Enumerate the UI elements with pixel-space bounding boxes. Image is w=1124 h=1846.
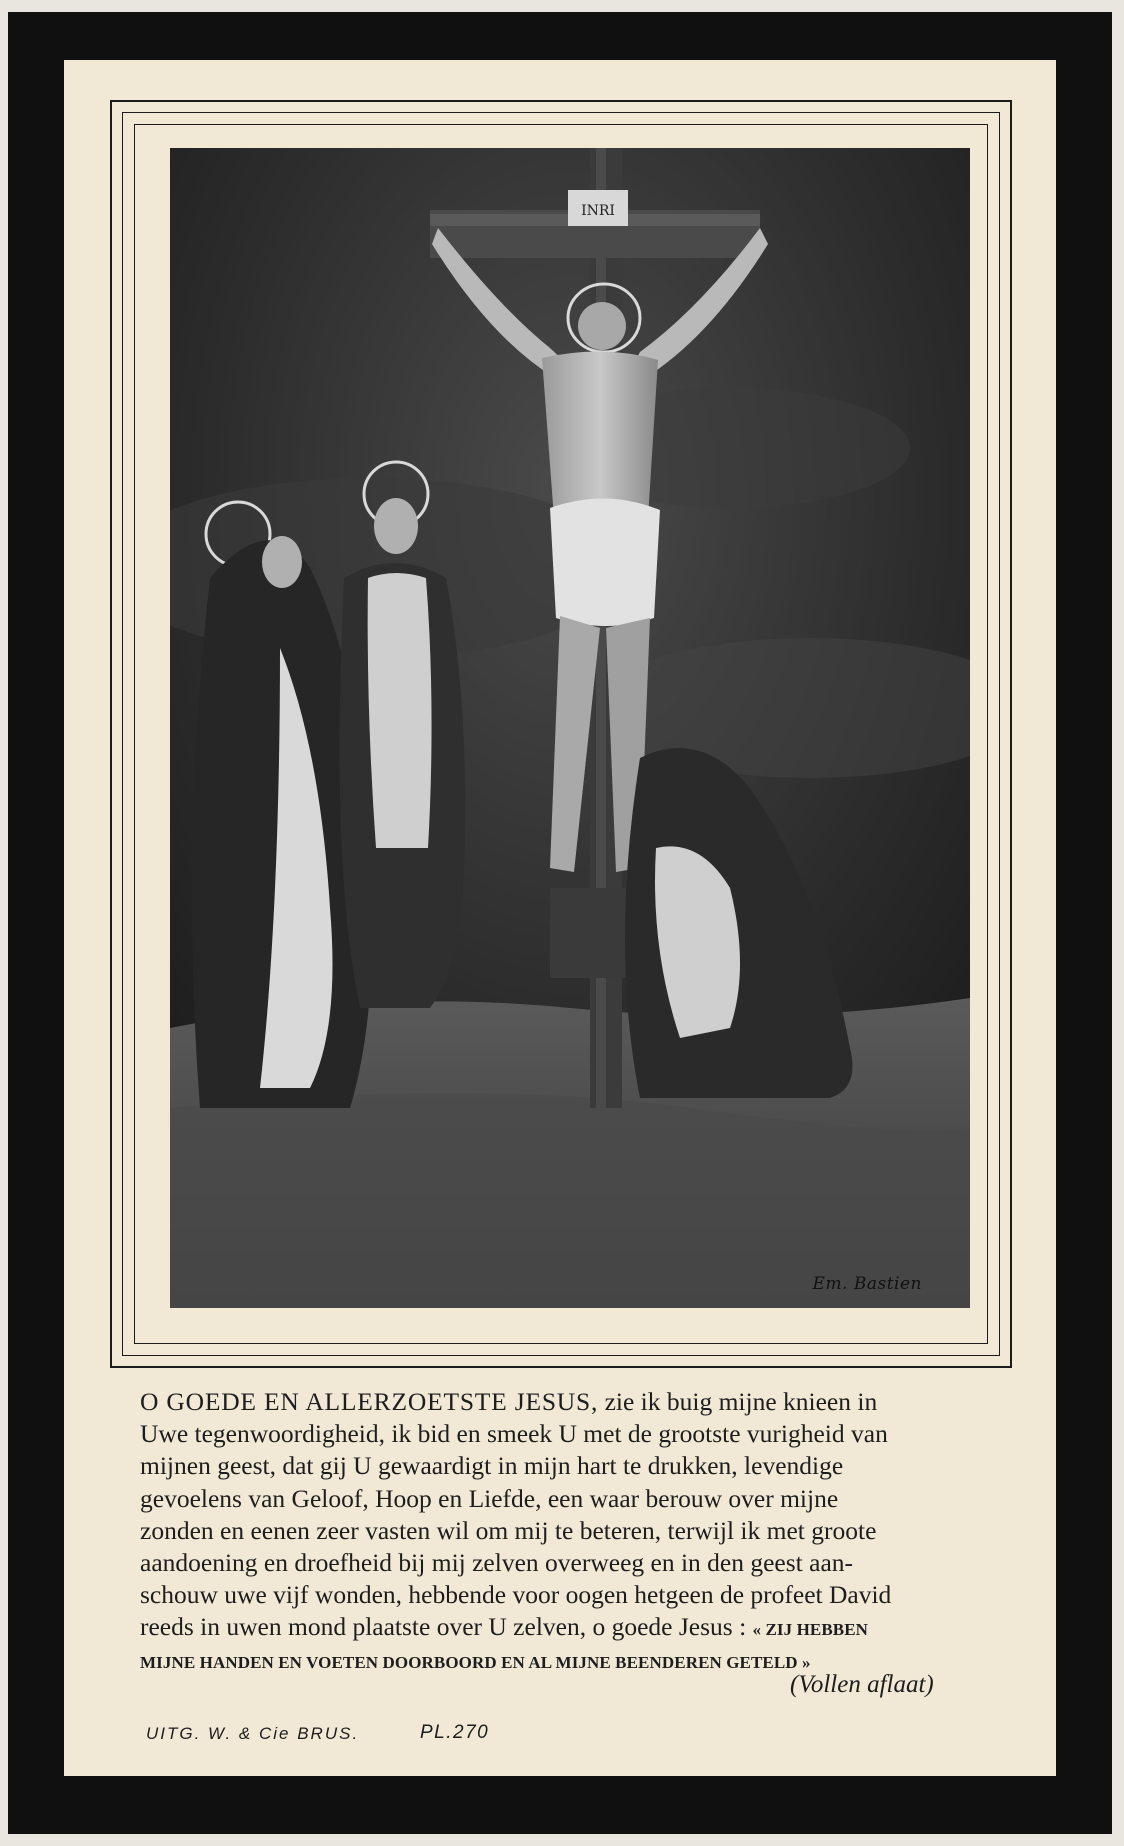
prayer-opening: O GOEDE EN ALLERZOETSTE JESUS, [140,1387,599,1416]
prayer-line-text: zie ik buig mijne knieen in [604,1387,878,1416]
prayer-line-text: reeds in uwen mond plaatste over U zelven, o goede Jesus : [140,1612,747,1642]
indulgence-note: (Vollen aflaat) [790,1671,934,1698]
prayer-line: zonden en eenen zeer vasten wil om mij te beteren, terwijl ik met groote [140,1515,877,1545]
publisher-imprint: UITG. W. & Cie BRUS. [146,1724,360,1743]
crucifixion-illustration [170,148,970,1308]
plate-number: PL.270 [420,1722,490,1743]
prayer-line: gevoelens van Geloof, Hoop en Liefde, een waar berouw over mijne [140,1483,839,1513]
prayer-line: aandoening en droefheid bij mij zelven overweeg en in den geest aan- [140,1548,854,1578]
scripture-quote-end: MIJNE HANDEN EN VOETEN DOORBOORD EN AL MIJNE BEENDEREN GETELD » [140,1652,811,1672]
prayer-line [140,1611,982,1646]
christ-head [578,302,626,350]
prayer-line: mijnen geest, dat gij U gewaardigt in mijn hart te drukken, levendige [140,1451,844,1481]
christ-loincloth [550,498,660,626]
mary-face [262,536,302,588]
prayer-line: schouw uwe vijf wonden, hebbende voor oogen hetgeen de profeet David [140,1580,892,1610]
scripture-quote-start: « ZIJ HEBBEN [752,1620,869,1640]
prayer-line [140,1386,982,1418]
prayer-text [140,1386,982,1679]
crucifixion-scene [170,148,970,1308]
titulus-text: INRI [581,203,615,219]
john-face [374,498,418,554]
prayer-line: Uwe tegenwoordigheid, ik bid en smeek U met de grootste vurigheid van [140,1419,888,1449]
john-robe [368,573,432,848]
artist-signature: Em. Bastien [812,1274,922,1294]
